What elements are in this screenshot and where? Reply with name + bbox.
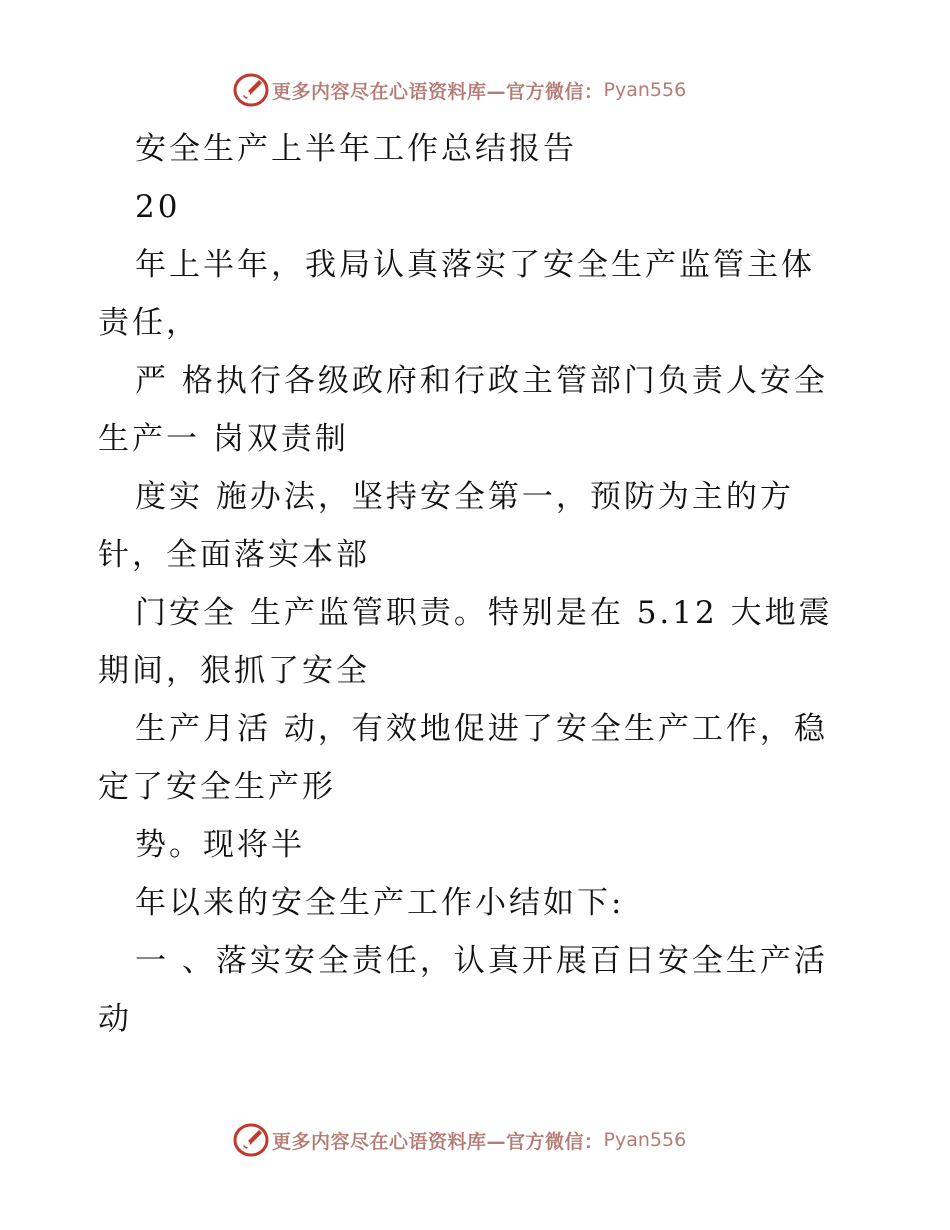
watermark-wechat-id: Pyan556 xyxy=(603,1129,687,1151)
paragraph-line: 生产月活 动，有效地促进了安全生产工作，稳定了安全生产形 xyxy=(98,711,828,805)
paragraph-line: 严 格执行各级政府和行政主管部门负责人安全生产一 岗双责制 xyxy=(98,363,828,457)
watermark-text: 更多内容尽在心语资料库—官方微信： xyxy=(272,1130,604,1153)
paragraph-line: 门安全 生产监管职责。特别是在 5.12 大地震期间，狠抓了安全 xyxy=(98,595,833,689)
paragraph-line: 度实 施办法，坚持安全第一，预防为主的方针，全面落实本部 xyxy=(98,479,794,573)
paragraph-line: 年上半年，我局认真落实了安全生产监管主体责任， xyxy=(98,247,815,341)
document-title: 安全生产上半年工作总结报告 xyxy=(135,131,577,167)
watermark-wechat-id: Pyan556 xyxy=(603,79,687,101)
paragraph-line: 20 xyxy=(135,189,181,225)
paragraph-line: 年以来的安全生产工作小结如下: xyxy=(135,885,625,921)
header-watermark xyxy=(232,70,686,110)
document-body xyxy=(98,120,840,1048)
brand-logo-icon xyxy=(232,72,270,108)
paragraph-line: 势。现将半 xyxy=(135,827,305,863)
watermark-text: 更多内容尽在心语资料库—官方微信： xyxy=(272,80,604,103)
footer-watermark xyxy=(232,1120,686,1160)
brand-logo-icon xyxy=(232,1122,270,1158)
section-heading: 一 、落实安全责任，认真开展百日安全生产活动 xyxy=(98,943,828,1037)
